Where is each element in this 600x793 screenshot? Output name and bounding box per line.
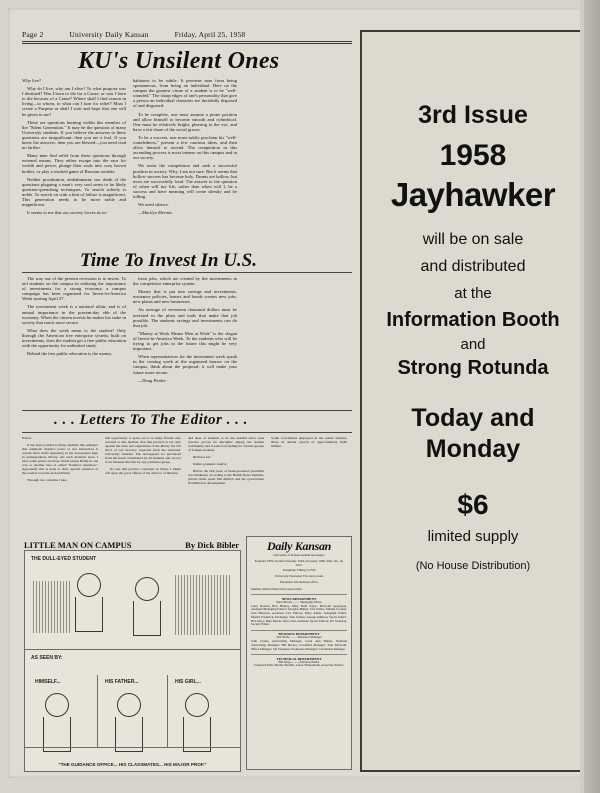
- paper-sheet: [8, 8, 584, 778]
- cartoon-panel: [24, 550, 241, 772]
- ad-line-distributed: and distributed: [420, 258, 526, 276]
- page-number: Page 2: [22, 30, 44, 39]
- cartoon-header: [24, 540, 239, 550]
- cartoon-divider-2: [25, 747, 240, 748]
- cartoon-label-1: AS SEEN BY:: [31, 655, 63, 661]
- staff-box-heading-business: BUSINESS DEPARTMENT: [251, 630, 347, 637]
- article-2-column-1: The way out of the present recession is to invest. To aid students on the campus in realizing the importance of investments for a strong economy, a campus campaign has been organized for Invest-in-America Week starting April 27. The investment week is a national affair, and is of annual importance in the present-day ebb of the economy. When the citizen invests he makes his stake in society that much more secure. What does the week mean to the student? Only through the American free enterprise system, built on investments, does the student get a free public education with the opportunity for unlimited study. Behind the free public education is the money: [22, 276, 126, 357]
- article-1-byline: —Marilyn Mermis: [138, 210, 173, 216]
- cartoon-figure-himself: [45, 693, 71, 752]
- rule: [22, 432, 352, 433]
- staff-box-news-1: Larry Boston, Bob Huxley, Mary Beth Sayre, Malcolm Applegate, Assistant Managing Editors; Douglas Hunter, City Editor; Martha Crocker, Jack Harrison, Assistant City Editors; Mary Alden, Telegraph Editor; Martha Frederick, Exchange; Tom Gilbert, George Ambson, Sports Editor; Bob Macy, Dale Morris, Jim Cable, Assistant Sports Editors; Pat Swanson, Society Editor: [251, 603, 347, 627]
- paper-name: University Daily Kansan: [69, 30, 149, 39]
- letters-column-2: this opportunity to point out to as many friends who resorted to this method, that this practice is not only against the rules and regulations of the library but fall short of any decency expected from the educated. University students. The newspapers are purchased from the funds contributed by all students and are not to be misused like this by any particular group. In case this practice continues in future I might call upon the good offices of the director of libraries: [105, 436, 181, 475]
- cartoon-divider-1: [25, 649, 240, 650]
- cartoon-caption: "THE GUIDANCE OFFICE... HIS CLASSMATES... HIS MAJOR PROF.": [58, 762, 207, 767]
- ad-line-rotunda: Strong Rotunda: [397, 357, 549, 380]
- ad-line-today: Today and: [411, 404, 535, 433]
- ad-line-booth: Information Booth: [386, 308, 560, 331]
- staff-box-heading-technical: TECHNICAL DEPARTMENT: [251, 654, 347, 661]
- cartoon-figure-father: [117, 693, 143, 752]
- ad-line-limited: limited supply: [427, 528, 519, 546]
- rule: [22, 410, 352, 411]
- letters-headline: . . . Letters To The Editor . . .: [54, 412, 248, 428]
- cartoon-figure-secondary: [135, 577, 161, 636]
- page-masthead: [22, 30, 352, 39]
- article-2-body: [22, 276, 352, 386]
- staff-box-business-1: John Clarke, Advertising Manager; Carol Ann Hunter, National Advertising Manager; Bill Becker, Classified Manager; Tom McGrath, Office Manager; Jan Ferguson, Promotion Manager; Circulation Manager: [251, 639, 347, 651]
- ad-line-year: 1958: [439, 139, 507, 173]
- letters-column-1: Editor: It has been pointed to many students this semester that emphatic matter's point of test instruction it certain news items appearing in the newspapers kept in undergraduate library. All such material news I have some points are those which please Reilly in one way or another user as called "Kadinov Question." Apparently this is done to draw special attention of the readers towards such publicity. Through two columns I take: [22, 436, 98, 482]
- jayhawker-advertisement: [360, 30, 586, 772]
- article-2-headline: Time To Invest In U.S.: [80, 250, 258, 271]
- letters-column-3: and dean of students to do the needful since such practice proves its discipline among the student community and creates bad feeling for various groups of foreign students. Barbara Lal Indian graduate student Before the first dose of mass-produced penicillin was marketed, according to the Health News Institute, private firms spent $20 million and the government $3 million in development.: [188, 436, 264, 485]
- cartoon-shading-a: [33, 581, 71, 633]
- staff-box-info: Member Inland Daily Press Association: [251, 586, 302, 591]
- cartoon-label-4: HIS GIRL...: [175, 679, 201, 685]
- cartoon-divider-3: [97, 675, 98, 747]
- ad-line-price: $6: [457, 488, 489, 520]
- ad-line-atthe: at the: [454, 284, 492, 302]
- staff-box-title: Daily Kansan: [266, 539, 332, 553]
- cartoon-label-3: HIS FATHER...: [105, 679, 139, 685]
- ad-line-note: (No House Distribution): [415, 560, 531, 573]
- staff-box-heading-news: NEWS DEPARTMENT: [251, 594, 347, 601]
- page-edge-outer: [584, 0, 600, 793]
- cartoon-shading-b: [175, 575, 230, 635]
- article-1-headline: KU's Unsilent Ones: [78, 48, 280, 74]
- ad-line-monday: Monday: [425, 434, 521, 463]
- ad-line-issue: 3rd Issue: [418, 101, 528, 129]
- staff-box-business-0: Ted Wolfe ......... Business Manager: [276, 635, 322, 640]
- staff-box-subtitle-1: Founded 1878, became biweekly 1904, triweekly 1908, daily Jan. 10, 1912.: [254, 558, 344, 567]
- staff-box: [246, 536, 352, 770]
- staff-box-subtitle-4: Extension 324 business office: [279, 579, 319, 584]
- rule: [22, 43, 352, 44]
- cartoon-label-2: HIMSELF...: [35, 679, 61, 685]
- ad-line-jayhawker: Jayhawker: [390, 175, 556, 213]
- staff-box-subtitle-0: University of Kansas student newspaper: [273, 553, 325, 557]
- cartoon-artist: By Dick Bibler: [185, 540, 239, 550]
- rule: [22, 272, 352, 273]
- cartoon-figure-girl: [185, 693, 211, 752]
- letters-body: [22, 436, 352, 488]
- ad-line-and: and: [460, 335, 486, 353]
- article-1-column-2: habitants to be subtle. It prevents man from being spontaneous, from being an individual. Here on the campus the greatest virtue of a student is to be "well-rounded." The sharp edges of one's personality that give a person an individual character are decidedly disposed of and disguised. To be complete, one must assume a prone position and allow himself to become smooth and cylindrical. One must be relatively bright, pleasing to the eye, and have a fair share of the social graces. To be a success, one must subtly proclaim his "well-roundedness," present a few cautious ideas, and then allow himself to ascend. The competition in this ascending process is most intense on this campus and in our society. We resist the competition and seek a successful position in society. Why, I am not sure. But it seems that hollow success has become holy. Drums are hollow, but most are successfully loud. The answer to the question of when will my life, rather than when will I, be a success and have meaning will come silently and be tolling. We need silence. —Marilyn Mermis: [133, 78, 237, 216]
- staff-box-technical-1: Frederick Hall, Martha Mermis, Lance Pinnermann, Associate Editors: [254, 663, 344, 668]
- letters-column-4: South Carolinians employed in the textile industry share an annual payroll of approximately $440 million.: [271, 436, 347, 448]
- cartoon-figure-main: [77, 573, 103, 632]
- staff-box-news-0: Dick Brown ........ Managing Editor: [276, 599, 322, 604]
- staff-box-subtitle-3: University Extension 354, news room: [274, 574, 324, 579]
- staff-box-technical-0: Bill Mayo ........ Editorial Editor: [278, 659, 320, 664]
- cartoon-title: LITTLE MAN ON CAMPUS: [24, 540, 132, 550]
- issue-date: Friday, April 25, 1958: [174, 30, 246, 39]
- article-1-body: [22, 78, 352, 218]
- article-2-column-3: [244, 276, 348, 386]
- staff-box-subtitle-2: Telephone VIking 3-2700: [282, 568, 316, 573]
- ad-line-onsale: will be on sale: [422, 231, 524, 249]
- cartoon-divider-4: [167, 675, 168, 747]
- cartoon-label-0: THE DULL-EYED STUDENT: [31, 556, 96, 562]
- article-1-column-3: [244, 78, 348, 218]
- article-2-byline: —Doug Parker: [138, 377, 167, 383]
- article-1-column-1: Why live? Why do I live, why am I alive? To what purpose was I destined? Was I born to die for a Cause, or was I born to die because of a Cause? Where shall I find reason in living—to whom, to what can I turn for relief? Must I create a Purpose or shall I wait and hope that one will be given to me? These are questions burning within this member of the "Silent Generation." It may be the question of many University students. If you believe the answers to these questions are insignificant, then you are a fool. If you knew the answers, then you are blessed—you need read no farther. Many men find relief from these questions through external means. They either escape into the race for wealth and power, plunge their souls into cozy brown bottles, or play a stacked game of Russian roulette. Neither prostitution, embalmment, nor death of the questions plaguing a man's very soul seem to be likely question-quenching techniques. To search soberly is noble. To search on with a hint of failure is magnificent. This generation needs to be more noble and magnificent. It seems to me that our society forces its in-: [22, 78, 126, 216]
- rule: [22, 41, 352, 42]
- article-2-column-2: from jobs, which are created by the investments in the competitive enterprise system. Money that is put into savings and investments, insurance policies, homes and bonds creates new jobs, new plants and new businesses. An average of seventeen thousand dollars must be invested in the plant and tools that make that job possible. The students savings and investments can do that job. "Money at Work Means Men at Work" is the slogan of Invest-in-America Week. To the students who will be trying to get jobs in the future this might be very important. When representatives for the investment week speak in the coming week at the organized houses on the campus, think about the proposal; it will make your future more secure. —Doug Parker: [133, 276, 237, 383]
